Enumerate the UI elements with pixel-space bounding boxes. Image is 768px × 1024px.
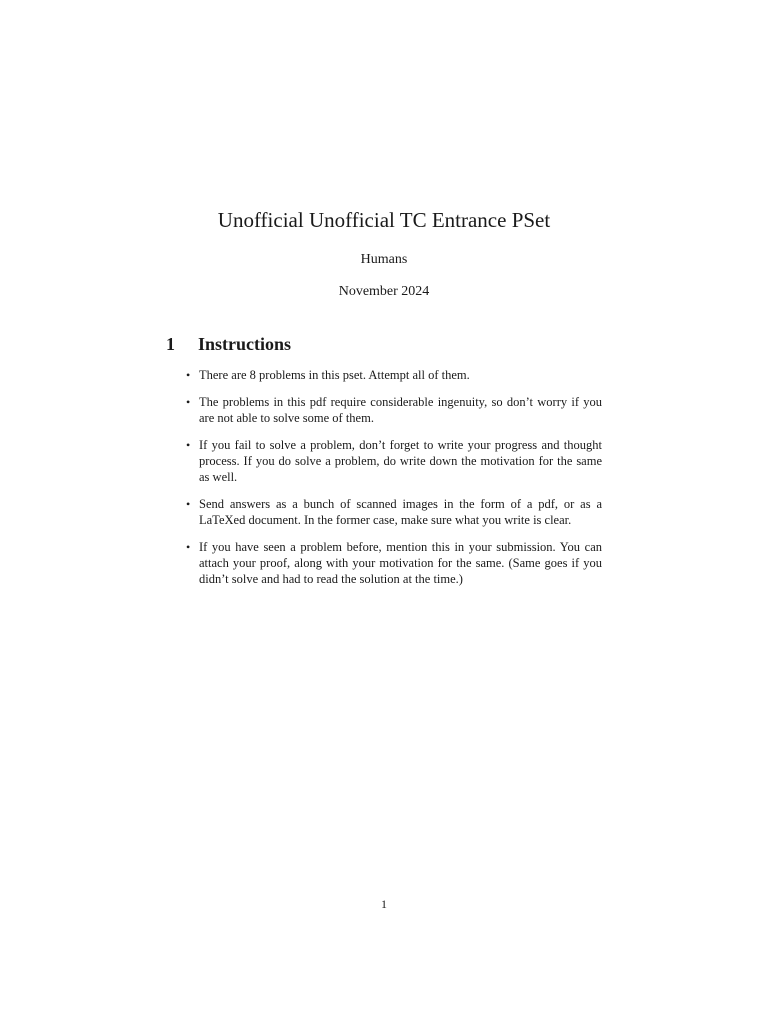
list-item [186, 367, 602, 383]
section-title: Instructions [198, 334, 292, 354]
bullet-icon: • [186, 540, 191, 554]
bullet-icon: • [186, 368, 191, 382]
list-item [186, 539, 602, 587]
bullet-icon: • [186, 497, 191, 511]
document-date: November 2024 [338, 284, 430, 299]
list-item-text: If you have seen a problem before, mention this in your submission. You can attach your proof, along with your motivation for the same. (Same goes if you didn’t solve and had to read the solution at the time.) [199, 540, 602, 586]
list-item-text: Send answers as a bunch of scanned images in the form of a pdf, or as a LaTeXed document. In the former case, make sure what you write is clear. [199, 497, 602, 527]
bullet-icon: • [186, 438, 191, 452]
list-item-text: If you fail to solve a problem, don’t forget to write your progress and thought process. If you do solve a problem, do write down the motivation for the same as well. [199, 438, 602, 484]
bullet-icon: • [186, 395, 191, 409]
list-item [186, 394, 602, 426]
list-item [186, 437, 602, 485]
document-author: Humans [360, 252, 408, 267]
document-title: Unofficial Unofficial TC Entrance PSet [217, 208, 551, 232]
section-heading [166, 332, 291, 356]
list-item-text: The problems in this pdf require considerable ingenuity, so don’t worry if you are not able to solve some of them. [199, 395, 602, 425]
section-number: 1 [166, 334, 175, 354]
list-item-text: There are 8 problems in this pset. Attempt all of them. [199, 368, 470, 382]
instructions-list [186, 367, 602, 598]
page-number: 1 [381, 897, 387, 911]
list-item [186, 496, 602, 528]
